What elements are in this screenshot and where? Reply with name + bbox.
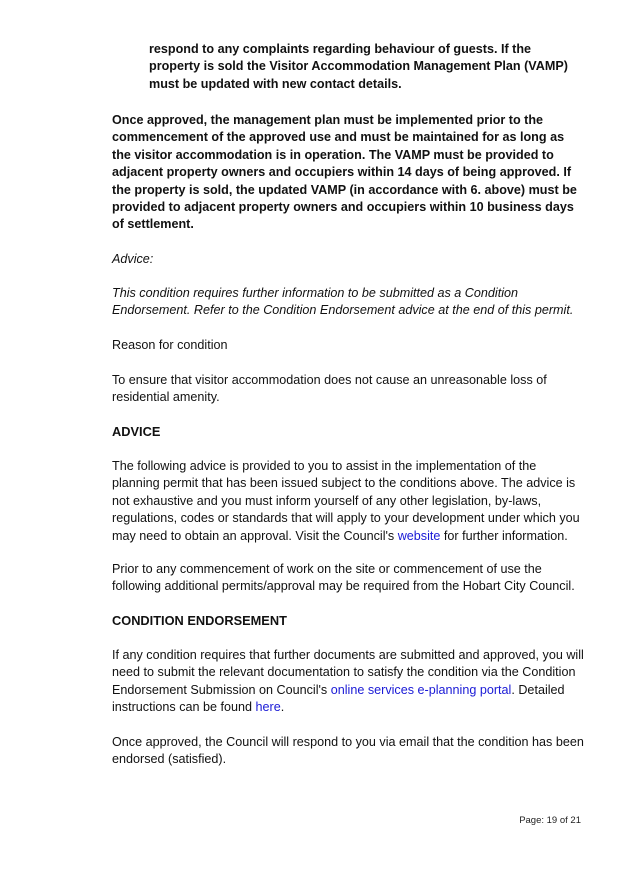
endorsement-paragraph-1-text: If any condition requires that further documents are submitted and approved, you will need to submit the relevant documentation to satisfy the condition via the Condition Endorsement Submission on Council's	[112, 648, 584, 697]
page-number-footer: Page: 19 of 21	[519, 815, 581, 826]
advice-paragraph-1-tail: for further information.	[440, 528, 568, 543]
advice-paragraph-2: Prior to any commencement of work on the site or commencement of use the following additional permits/approval may be required from the Hobart City Council.	[112, 562, 575, 594]
advice-paragraph-1	[112, 458, 584, 545]
endorsement-paragraph-1	[112, 647, 584, 717]
advice-paragraph-1-text: The following advice is provided to you to assist in the implementation of the planning permit that has been issued subject to the conditions above. The advice is not exhaustive and you must inform yourself of any other legislation, by-laws, regulations, codes or standards that will apply to your development under which you may need to obtain an approval. Visit the Council's	[112, 459, 580, 543]
advice-text: This condition requires further information to be submitted as a Condition Endorsement. Refer to the Condition Endorsement advice at the end of this permit.	[112, 286, 574, 318]
endorsement-paragraph-1-mid: . Detailed instructions can be found	[112, 682, 565, 715]
instructions-here-link[interactable]: here	[255, 700, 281, 715]
endorsement-paragraph-2: Once approved, the Council will respond to you via email that the condition has been endorsed (satisfied).	[112, 735, 584, 767]
vamp-approval-paragraph: Once approved, the management plan must be implemented prior to the commencement of the approved use and must be maintained for as long as the visitor accommodation is in operation. The VAMP must be provided to adjacent property owners and occupiers within 14 days of being approved. If the property is sold, the updated VAMP (in accordance with 6. above) must be provided to adjacent property owners and occupiers within 10 business days of settlement.	[112, 113, 577, 232]
advice-label: Advice:	[112, 252, 154, 266]
website-link[interactable]: website	[397, 528, 441, 543]
advice-heading: ADVICE	[112, 424, 161, 439]
condition-continuation-paragraph: respond to any complaints regarding behaviour of guests. If the property is sold the Visitor Accommodation Management Plan (VAMP) must be updated with new contact details.	[149, 42, 568, 91]
condition-endorsement-heading: CONDITION ENDORSEMENT	[112, 613, 287, 628]
reason-text: To ensure that visitor accommodation does not cause an unreasonable loss of residential amenity.	[112, 373, 547, 405]
endorsement-paragraph-1-tail: .	[280, 700, 285, 715]
reason-label: Reason for condition	[112, 338, 228, 352]
e-planning-portal-link[interactable]: online services e-planning portal	[330, 682, 512, 697]
